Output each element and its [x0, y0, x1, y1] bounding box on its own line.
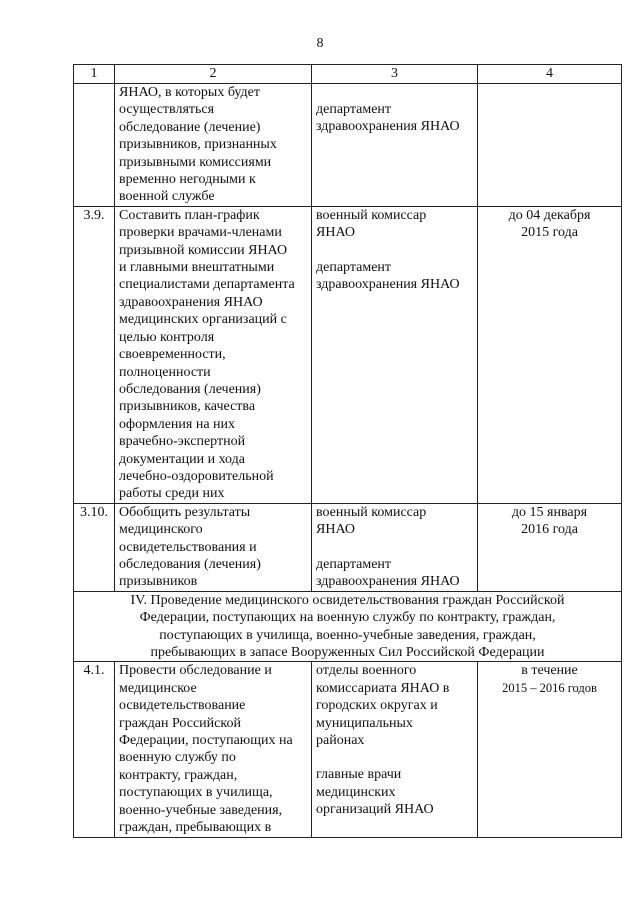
row-responsible: отделы военного комиссариата ЯНАО в городских округах и муниципальных районах главные врачи медицинских организаций ЯНАО	[312, 662, 478, 838]
row-deadline: до 15 января 2016 года	[478, 503, 622, 591]
row-deadline: в течение 2015 – 2016 годов	[478, 662, 622, 838]
row-deadline	[478, 84, 622, 207]
table-row	[74, 206, 622, 503]
table-header-row	[74, 65, 622, 84]
header-col-2: 2	[115, 65, 312, 84]
row-responsible: военный комиссар ЯНАО департамент здравоохранения ЯНАО	[312, 503, 478, 591]
page-number: 8	[316, 36, 324, 51]
row-responsible: департамент здравоохранения ЯНАО	[312, 84, 478, 207]
header-col-4: 4	[478, 65, 622, 84]
section-heading: IV. Проведение медицинского освидетельствования граждан Российской Федерации, поступающих на военную службу по контракту, граждан, поступающих в училища, военно-учебные заведения, граждан, пребывающих в запасе Вооруженных Сил Российской Федерации	[74, 591, 622, 662]
row-deadline: до 04 декабря 2015 года	[478, 206, 622, 503]
row-task: ЯНАО, в которых будет осуществляться обследование (лечение) призывников, признанных призывными комиссиями временно негодными к военной службе	[115, 84, 312, 207]
row-responsible: военный комиссар ЯНАО департамент здравоохранения ЯНАО	[312, 206, 478, 503]
plan-table	[73, 64, 622, 838]
table-row	[74, 662, 622, 838]
header-col-3: 3	[312, 65, 478, 84]
row-task: Провести обследование и медицинское освидетельствование граждан Российской Федерации, поступающих на военную службу по контракту, граждан, поступающих в училища, военно-учебные заведения, граждан, пребывающих в	[115, 662, 312, 838]
table-row	[74, 503, 622, 591]
row-task: Составить план-график проверки врачами-членами призывной комиссии ЯНАО и главными внештатными специалистами департамента здравоохранения ЯНАО медицинских организаций с целью контроля своевременности, полноценности обследования (лечения) призывников, качества оформления на них врачебно-экспертной документации и хода лечебно-оздоровительной работы среди них	[115, 206, 312, 503]
row-number	[74, 84, 115, 207]
table-row	[74, 84, 622, 207]
header-col-1: 1	[74, 65, 115, 84]
row-number: 4.1.	[74, 662, 115, 838]
row-number: 3.10.	[74, 503, 115, 591]
section-row	[74, 591, 622, 662]
row-number: 3.9.	[74, 206, 115, 503]
row-task: Обобщить результаты медицинского освидетельствования и обследования (лечения) призывников	[115, 503, 312, 591]
